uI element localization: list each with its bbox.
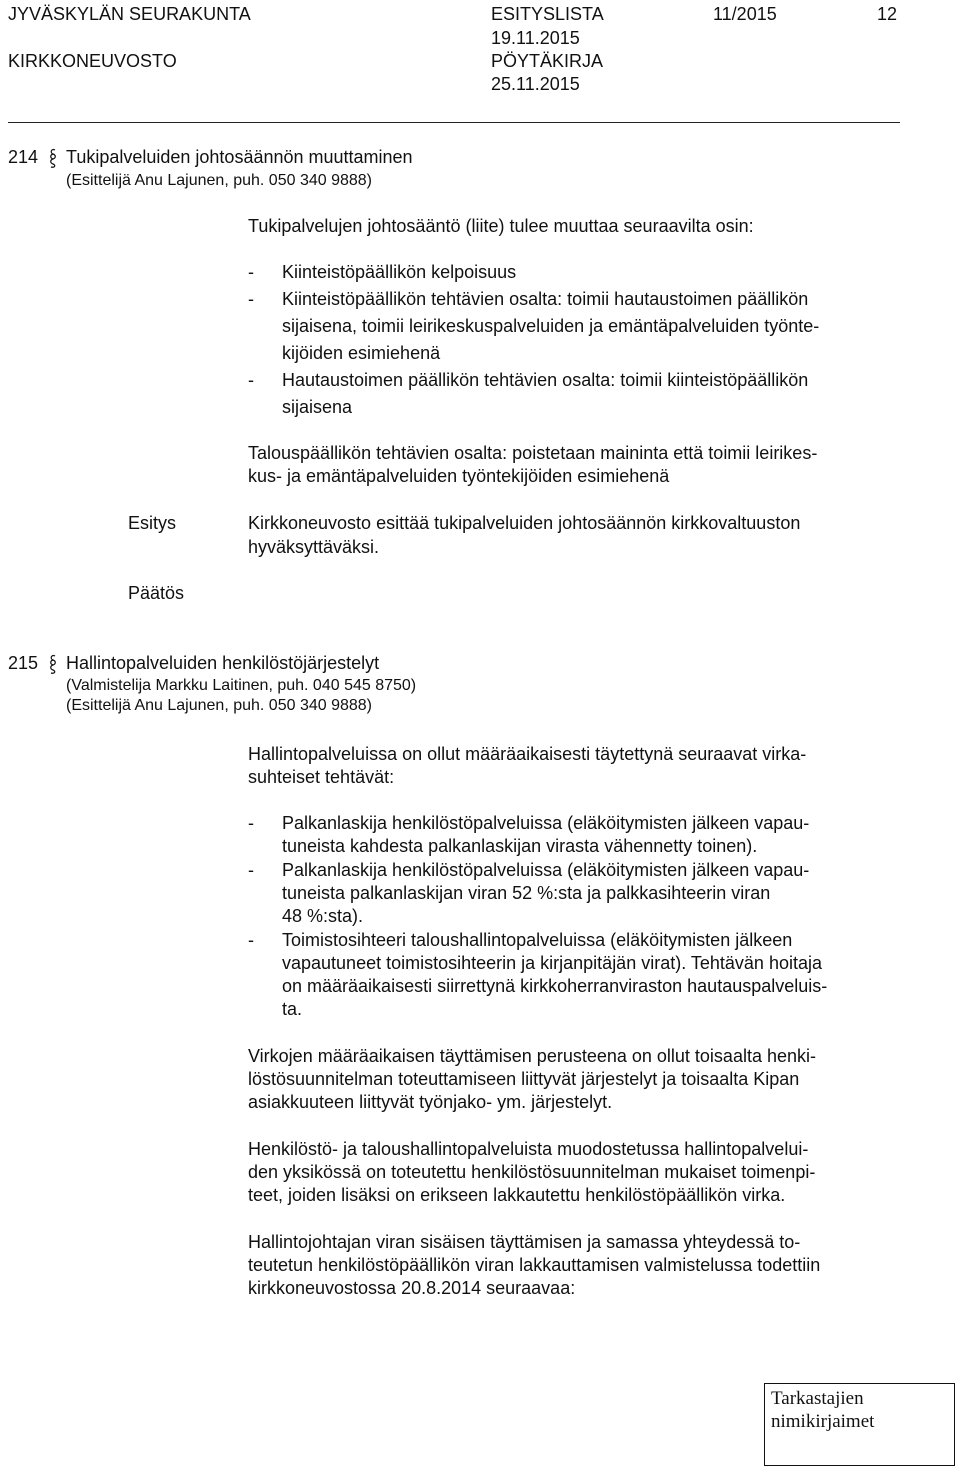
document-type: ESITYSLISTA (491, 4, 604, 24)
item-presenter: (Esittelijä Anu Lajunen, puh. 050 340 9888) (66, 697, 373, 714)
proposal-line: hyväksyttäväksi. (248, 537, 380, 557)
item-title: Tukipalveluiden johtosäännön muuttaminen (66, 147, 413, 167)
paragraph-line: Talouspäällikön tehtävien osalta: poistetaan maininta että toimii leirikes- (248, 443, 818, 463)
paragraph-line: kirkkoneuvostossa 20.8.2014 seuraavaa: (248, 1278, 576, 1298)
bullet-dash: - (248, 289, 254, 309)
organization-name: JYVÄSKYLÄN SEURAKUNTA (8, 4, 251, 24)
bullet-line: Hautaustoimen päällikön tehtävien osalta: toimii kiinteistöpäällikön (282, 370, 809, 390)
proposal-line: Kirkkoneuvosto esittää tukipalveluiden johtosäännön kirkkovaltuuston (248, 513, 801, 533)
agenda-date: 19.11.2015 (491, 28, 580, 48)
bullet-line: sijaisena, toimii leirikeskuspalveluiden ja emäntäpalveluiden työnte- (282, 316, 820, 336)
minutes-label: PÖYTÄKIRJA (491, 51, 604, 71)
section-sign-icon (50, 654, 56, 674)
paragraph-line: Virkojen määräaikaisen täyttämisen perusteena on ollut toisaalta henki- (248, 1046, 816, 1066)
paragraph-line: den yksikössä on toteutettu henkilöstösuunnitelman mukaiset toimenpi- (248, 1162, 816, 1182)
bullet-line: tuneista kahdesta palkanlaskijan virasta vähennetty toinen). (282, 836, 758, 856)
paragraph-line: löstösuunnitelman toteuttamiseen liittyvät järjestelyt ja toisaalta Kipan (248, 1069, 800, 1089)
paragraph-line: Hallintojohtajan viran sisäisen täyttämisen ja samassa yhteydessä to- (248, 1232, 801, 1252)
paragraph-line: kus- ja emäntäpalveluiden työntekijöiden esimiehenä (248, 466, 670, 486)
signature-box (764, 1383, 955, 1466)
item-intro-line: Hallintopalveluissa on ollut määräaikaisesti täytettynä seuraavat virka- (248, 744, 807, 764)
bullet-line: sijaisena (282, 397, 353, 417)
issue-number: 11/2015 (713, 4, 777, 24)
proposal-label: Esitys (128, 513, 177, 533)
bullet-line: Palkanlaskija henkilöstöpalveluissa (eläköitymisten jälkeen vapau- (282, 813, 810, 833)
paragraph-line: teet, joiden lisäksi on erikseen lakkautettu henkilöstöpäällikön virka. (248, 1185, 786, 1205)
item-title: Hallintopalveluiden henkilöstöjärjestelyt (66, 653, 380, 673)
minutes-date: 25.11.2015 (491, 74, 580, 94)
signature-box-label: nimikirjaimet (771, 1411, 875, 1432)
page-number: 12 (877, 4, 898, 24)
bullet-line: tuneista palkanlaskijan viran 52 %:sta ja palkkasihteerin viran (282, 883, 771, 903)
bullet-dash: - (248, 370, 254, 390)
bullet-line: Toimistosihteeri taloushallintopalveluissa (eläköitymisten jälkeen (282, 930, 793, 950)
item-presenter: (Esittelijä Anu Lajunen, puh. 050 340 9888) (66, 172, 373, 189)
meeting-body: KIRKKONEUVOSTO (8, 51, 177, 71)
signature-box-label: Tarkastajien (771, 1388, 864, 1409)
paragraph-line: teutetun henkilöstöpäällikön viran lakkauttamisen valmistelussa todettiin (248, 1255, 821, 1275)
item-intro: Tukipalvelujen johtosääntö (liite) tulee muuttaa seuraavilta osin: (248, 216, 754, 236)
paragraph-line: Henkilöstö- ja taloushallintopalveluista muodostetussa hallintopalvelui- (248, 1139, 809, 1159)
bullet-line: Kiinteistöpäällikön kelpoisuus (282, 262, 517, 282)
bullet-dash: - (248, 262, 254, 282)
paragraph-line: asiakkuuteen liittyvät työnjako- ym. järjestelyt. (248, 1092, 613, 1112)
item-number: 214 (8, 147, 39, 167)
bullet-line: vapautuneet toimistosihteerin ja kirjanpitäjän virat). Tehtävän hoitaja (282, 953, 822, 973)
item-number: 215 (8, 653, 39, 673)
section-sign-icon (50, 148, 56, 168)
bullet-line: on määräaikaisesti siirrettynä kirkkoherranviraston hautauspalveluis- (282, 976, 828, 996)
bullet-line: Palkanlaskija henkilöstöpalveluissa (eläköitymisten jälkeen vapau- (282, 860, 810, 880)
item-preparer: (Valmistelija Markku Laitinen, puh. 040 545 8750) (66, 677, 417, 694)
bullet-line: ta. (282, 999, 303, 1019)
bullet-line: 48 %:sta). (282, 906, 364, 926)
bullet-dash: - (248, 860, 254, 880)
decision-label: Päätös (128, 583, 185, 603)
header-divider (8, 122, 900, 123)
bullet-line: kijöiden esimiehenä (282, 343, 441, 363)
item-intro-line: suhteiset tehtävät: (248, 767, 395, 787)
bullet-dash: - (248, 813, 254, 833)
bullet-line: Kiinteistöpäällikön tehtävien osalta: toimii hautaustoimen päällikön (282, 289, 809, 309)
bullet-dash: - (248, 930, 254, 950)
